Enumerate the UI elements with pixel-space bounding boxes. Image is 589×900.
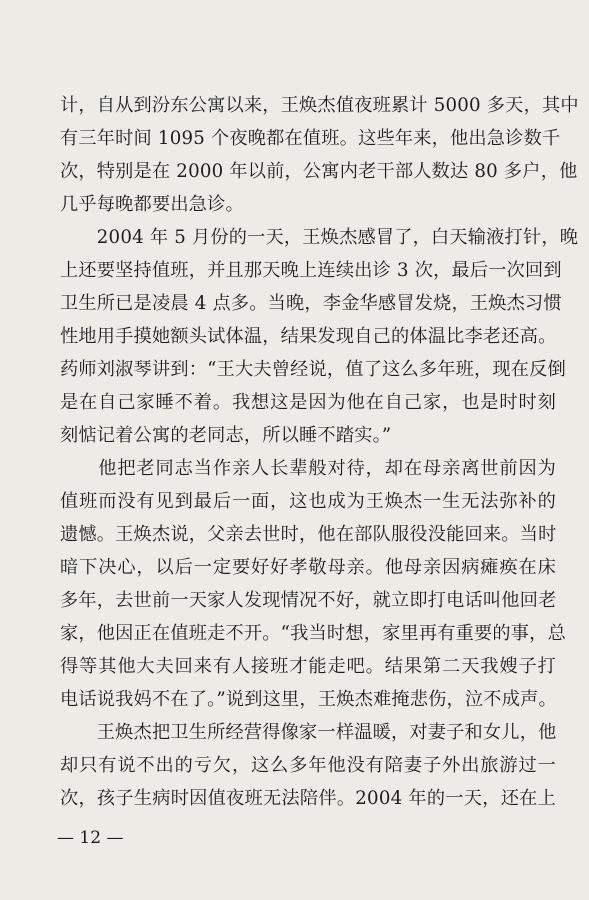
text-line: 几乎每晚都要出急诊。 bbox=[60, 194, 244, 215]
text-line: 值班而没有见到最后一面，这也成为王焕杰一生无法弥补的 bbox=[60, 491, 556, 512]
text-line: 他把老同志当作亲人长辈般对待，却在母亲离世前因为 bbox=[60, 458, 556, 479]
text-line: 多年，去世前一天家人发现情况不好，就立即打电话叫他回老 bbox=[60, 590, 557, 611]
text-line: 王焕杰把卫生所经营得像家一样温暖，对妻子和女儿，他 bbox=[60, 722, 557, 743]
text-line: 暗下决心，以后一定要好好孝敬母亲。他母亲因病瘫痪在床 bbox=[60, 557, 556, 578]
text-line: 次，特别是在 2000 年以前，公寓内老干部人数达 80 多户，他 bbox=[60, 161, 578, 182]
text-line: 刻惦记着公寓的老同志，所以睡不踏实。” bbox=[60, 425, 392, 446]
text-line: 有三年时间 1095 个夜晚都在值班。这些年来，他出急诊数千 bbox=[60, 128, 561, 149]
text-line: 性地用手摸她额头试体温，结果发现自己的体温比李老还高。 bbox=[60, 326, 557, 347]
text-line: 卫生所已是凌晨 4 点多。当晚，李金华感冒发烧，王焕杰习惯 bbox=[60, 293, 562, 314]
text-line: 上还要坚持值班，并且那天晚上连续出诊 3 次，最后一次回到 bbox=[60, 260, 562, 281]
text-line: 得等其他大夫回来有人接班才能走吧。结果第二天我嫂子打 bbox=[60, 656, 556, 677]
text-line: 家，他因正在值班走不开。“我当时想，家里再有重要的事，总 bbox=[60, 623, 566, 644]
text-line: 电话说我妈不在了。”说到这里，王焕杰难掩悲伤，泣不成声。 bbox=[60, 689, 557, 710]
text-line: 次，孩子生病时因值夜班无法陪伴。2004 年的一天，还在上 bbox=[60, 788, 556, 809]
text-line: 2004 年 5 月份的一天，王焕杰感冒了，白天输液打针，晚 bbox=[60, 227, 579, 248]
text-line: 计，自从到汾东公寓以来，王焕杰值夜班累计 5000 多天，其中 bbox=[60, 95, 579, 116]
text-line: 药师刘淑琴讲到：“王大夫曾经说，值了这么多年班，现在反倒 bbox=[60, 359, 566, 380]
page-number: — 12 — bbox=[57, 828, 124, 848]
text-line: 遗憾。王焕杰说，父亲去世时，他在部队服役没能回来。当时 bbox=[60, 524, 557, 545]
text-line: 却只有说不出的亏欠，这么多年他没有陪妻子外出旅游过一 bbox=[60, 755, 556, 776]
text-line: 是在自己家睡不着。我想这是因为他在自己家，也是时时刻 bbox=[60, 392, 556, 413]
